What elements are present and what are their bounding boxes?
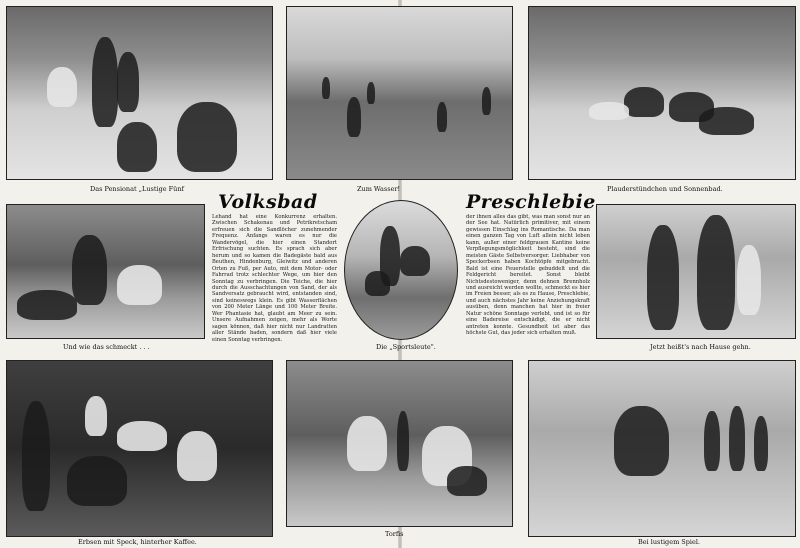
caption-plauderstuendchen: Plauderstündchen und Sonnenbad. <box>607 185 723 193</box>
photo-erbsen <box>6 360 273 537</box>
caption-spiel: Bei lustigem Spiel. <box>638 538 700 546</box>
photo-plauderstuendchen <box>528 6 796 180</box>
caption-erbsen: Erbsen mit Speck, hinterher Kaffee. <box>78 538 197 546</box>
photo-zum-wasser <box>286 6 513 180</box>
caption-torfis: Torfis <box>385 530 404 538</box>
caption-schmeckt: Und wie das schmeckt . . . <box>63 343 150 351</box>
caption-sportsleute: Die „Sportsleute". <box>376 343 436 351</box>
photo-sportsleute <box>344 200 458 340</box>
title-right: Preschlebie <box>466 191 596 213</box>
title-left: Volksbad <box>218 191 318 213</box>
text-column-left: Lehand hat eine Konkurrenz erhalten. Zwischen Schakenau und Petrikretscham erfreuen sich die Sandlöcher zunehmender Frequenz. Anfangs waren es nur die Wandervögel, die hier einen Standort Erfrischung suchten. Es sprach sich aber herum und so kamen die Badegäste bald aus Beuthen, Hindenburg, Gleiwitz und anderen Orten zu Fuß, per Auto, mit dem Motor- oder Fahrrad trotz schlechter Wege, um hier den Sonntag zu verbringen. Die Teiche, die hier durch die Ausschachtungen von Sand, der als Sandversatz gebraucht wird, entstanden sind, sind keineswegs klein. Es gibt Wasserflächen von 200 Meter Länge und 100 Meter Breite. Wer Phantasie hat, glaubt am Meer zu sein. Unsere Aufnahmen zeigen, mehr als Worte sagen können, daß hier nicht nur Landratten aller Stände baden, sondern daß hier viele einen Sonntag verbringen. <box>212 214 337 343</box>
photo-schmeckt <box>6 204 205 339</box>
photo-torfis <box>286 360 513 527</box>
photo-nach-hause <box>596 204 796 339</box>
text-column-right: der ihnen alles das gibt, was man sonst nur an der See hat. Natürlich primitiver, mit einem gewissen Einschlag ins Romantische. Da man einen ganzen Tag von Luft allein nicht leben kann, außer einer feldgrauen Kantine keine Verpflegungsmöglichkeit besteht, sind die meisten Gäste Selbstversorger. Liebhaber von Speckerbsen haben Kochtöpfe mitgebracht. Bald ist eine Feuerstelle gebuddelt und die Feldgericht bereitet. Sonst bleibt Nichtsdestoweniger, denn dehnen Brennholz und ausreicht werden wollte, schmeckt es hier im Freien besser, als es zu Hause, Preschlebie, und auch nächstes Jahr keine Anziehungskraft ausüben, denn manchen hat hier in freier Natur schöne Sonntage verlebt, und ist so für eine Badereise entschädigt, die er nicht antreten konnte. Gesundheit ist aber das höchste Gut, das jeder sich erhalten muß. <box>466 214 590 337</box>
caption-zum-wasser: Zum Wasser! <box>357 185 401 193</box>
caption-pensionat: Das Pensionat „Lustige Fünf <box>90 185 184 193</box>
photo-pensionat <box>6 6 273 180</box>
caption-nach-hause: Jetzt heißt's nach Hause gehn. <box>650 343 751 351</box>
photo-spiel <box>528 360 796 537</box>
